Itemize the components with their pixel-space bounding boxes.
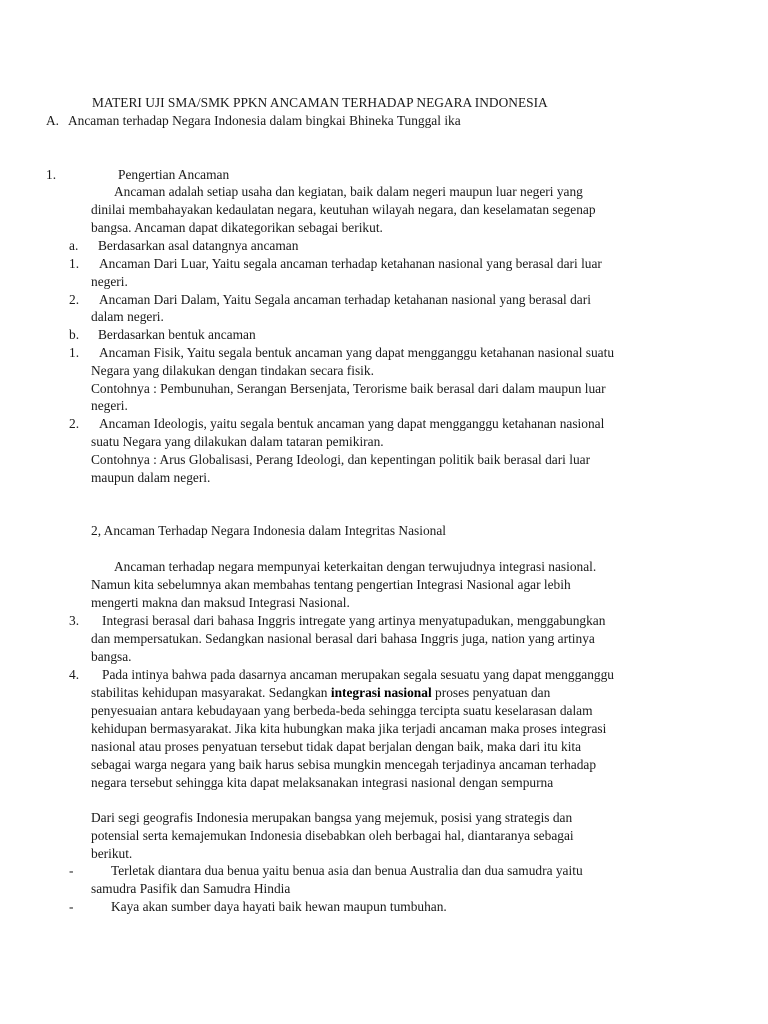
sub-a-heading: Berdasarkan asal datangnya ancaman [98,238,299,253]
dash-item-line: samudra Pasifik dan Samudra Hindia [91,881,291,896]
sub-b-item-marker: 2. [69,416,80,431]
item-1-para-line: Ancaman adalah setiap usaha dan kegiatan, baik dalam negeri maupun luar negeri yang [114,184,583,199]
item-4-line: nasional atau proses penyatuan tersebut tidak dapat berjalan dengan baik, maka dari itu kita [91,739,582,754]
sub-b-item-line: Negara yang dilakukan dengan tindakan secara fisik. [91,363,374,378]
section-a-heading: Ancaman terhadap Negara Indonesia dalam bingkai Bhineka Tunggal ika [68,113,461,128]
item-4-line-text: proses penyatuan dan [431,685,551,700]
section-2-para-line: Namun kita sebelumnya akan membahas tentang pengertian Integrasi Nasional agar lebih [91,577,571,592]
geo-para-line: Dari segi geografis Indonesia merupakan bangsa yang mejemuk, posisi yang strategis dan [91,810,573,825]
dash-item-line: Kaya akan sumber daya hayati baik hewan maupun tumbuhan. [111,899,447,914]
sub-b-item-line: maupun dalam negeri. [91,470,211,485]
section-a-marker: A. [46,113,60,128]
item-4-line: sebagai warga negara yang baik harus sebisa mungkin mencegah terjadinya ancaman terhadap [91,757,597,772]
dash-item-line: Terletak diantara dua benua yaitu benua asia dan benua Australia dan dua samudra yaitu [111,863,583,878]
item-4-line [91,684,550,702]
sub-b-item-line: negeri. [91,398,128,413]
item-4-marker: 4. [69,667,80,682]
sub-b-item-line: suatu Negara yang dilakukan dalam tataran pemikiran. [91,434,384,449]
sub-a-item-line: dalam negeri. [91,309,164,324]
item-4-line: Pada intinya bahwa pada dasarnya ancaman merupakan segala sesuatu yang dapat mengganggu [102,667,614,682]
item-1-marker: 1. [46,167,57,182]
sub-a-item-line: negeri. [91,274,128,289]
item-1-para-line: bangsa. Ancaman dapat dikategorikan sebagai berikut. [91,220,383,235]
sub-a-item-marker: 2. [69,292,80,307]
sub-a-marker: a. [69,238,79,253]
item-4-line: kehidupan bermasyarakat. Jika kita hubungkan maka jika terjadi ancaman maka proses integrasi [91,721,607,736]
document-title: MATERI UJI SMA/SMK PPKN ANCAMAN TERHADAP NEGARA INDONESIA [92,95,548,110]
sub-b-item-line: Contohnya : Arus Globalisasi, Perang Ideologi, dan kepentingan politik baik berasal dari luar [91,452,591,467]
sub-b-item-line: Contohnya : Pembunuhan, Serangan Bersenjata, Terorisme baik berasal dari dalam maupun luar [91,381,606,396]
geo-para-line: potensial serta kemajemukan Indonesia disebabkan oleh berbagai hal, diantaranya sebagai [91,828,574,843]
sub-a-item-line: Ancaman Dari Dalam, Yaitu Segala ancaman terhadap ketahanan nasional yang berasal dari [99,292,591,307]
section-2-heading: 2, Ancaman Terhadap Negara Indonesia dalam Integritas Nasional [91,523,447,538]
geo-para-line: berikut. [91,846,133,861]
item-4-line-text: stabilitas kehidupan masyarakat. Sedangkan [91,685,331,700]
item-3-line: Integrasi berasal dari bahasa Inggris intregate yang artinya menyatupadukan, menggabungkan [102,613,606,628]
item-3-marker: 3. [69,613,80,628]
section-2-para-line: Ancaman terhadap negara mempunyai keterkaitan dengan terwujudnya integrasi nasional. [114,559,597,574]
sub-a-item-line: Ancaman Dari Luar, Yaitu segala ancaman terhadap ketahanan nasional yang berasal dari luar [99,256,602,271]
sub-b-item-line: Ancaman Ideologis, yaitu segala bentuk ancaman yang dapat mengganggu ketahanan nasional [99,416,605,431]
sub-b-item-marker: 1. [69,345,80,360]
section-2-para-line: mengerti makna dan maksud Integrasi Nasional. [91,595,350,610]
sub-b-item-line: Ancaman Fisik, Yaitu segala bentuk ancaman yang dapat mengganggu ketahanan nasional suatu [99,345,615,360]
sub-a-item-marker: 1. [69,256,80,271]
item-1-para-line: dinilai membahayakan kedaulatan negara, keutuhan wilayah negara, dan keselamatan segenap [91,202,596,217]
sub-b-heading: Berdasarkan bentuk ancaman [98,327,256,342]
dash-marker: - [69,863,74,878]
item-4-line: negara tersebut sehingga kita dapat melaksanakan integrasi nasional dengan sempurna [91,775,554,790]
item-1-heading: Pengertian Ancaman [118,167,230,182]
item-3-line: bangsa. [91,649,132,664]
dash-marker: - [69,899,74,914]
item-4-line: penyesuaian antara kebudayaan yang berbeda-beda sehingga tercipta suatu keselarasan dalam [91,703,593,718]
item-3-line: dan mempersatukan. Sedangkan nasional berasal dari bahasa Inggris juga, nation yang artinya [91,631,595,646]
sub-b-marker: b. [69,327,80,342]
integrasi-nasional-bold: integrasi nasional [330,685,432,700]
